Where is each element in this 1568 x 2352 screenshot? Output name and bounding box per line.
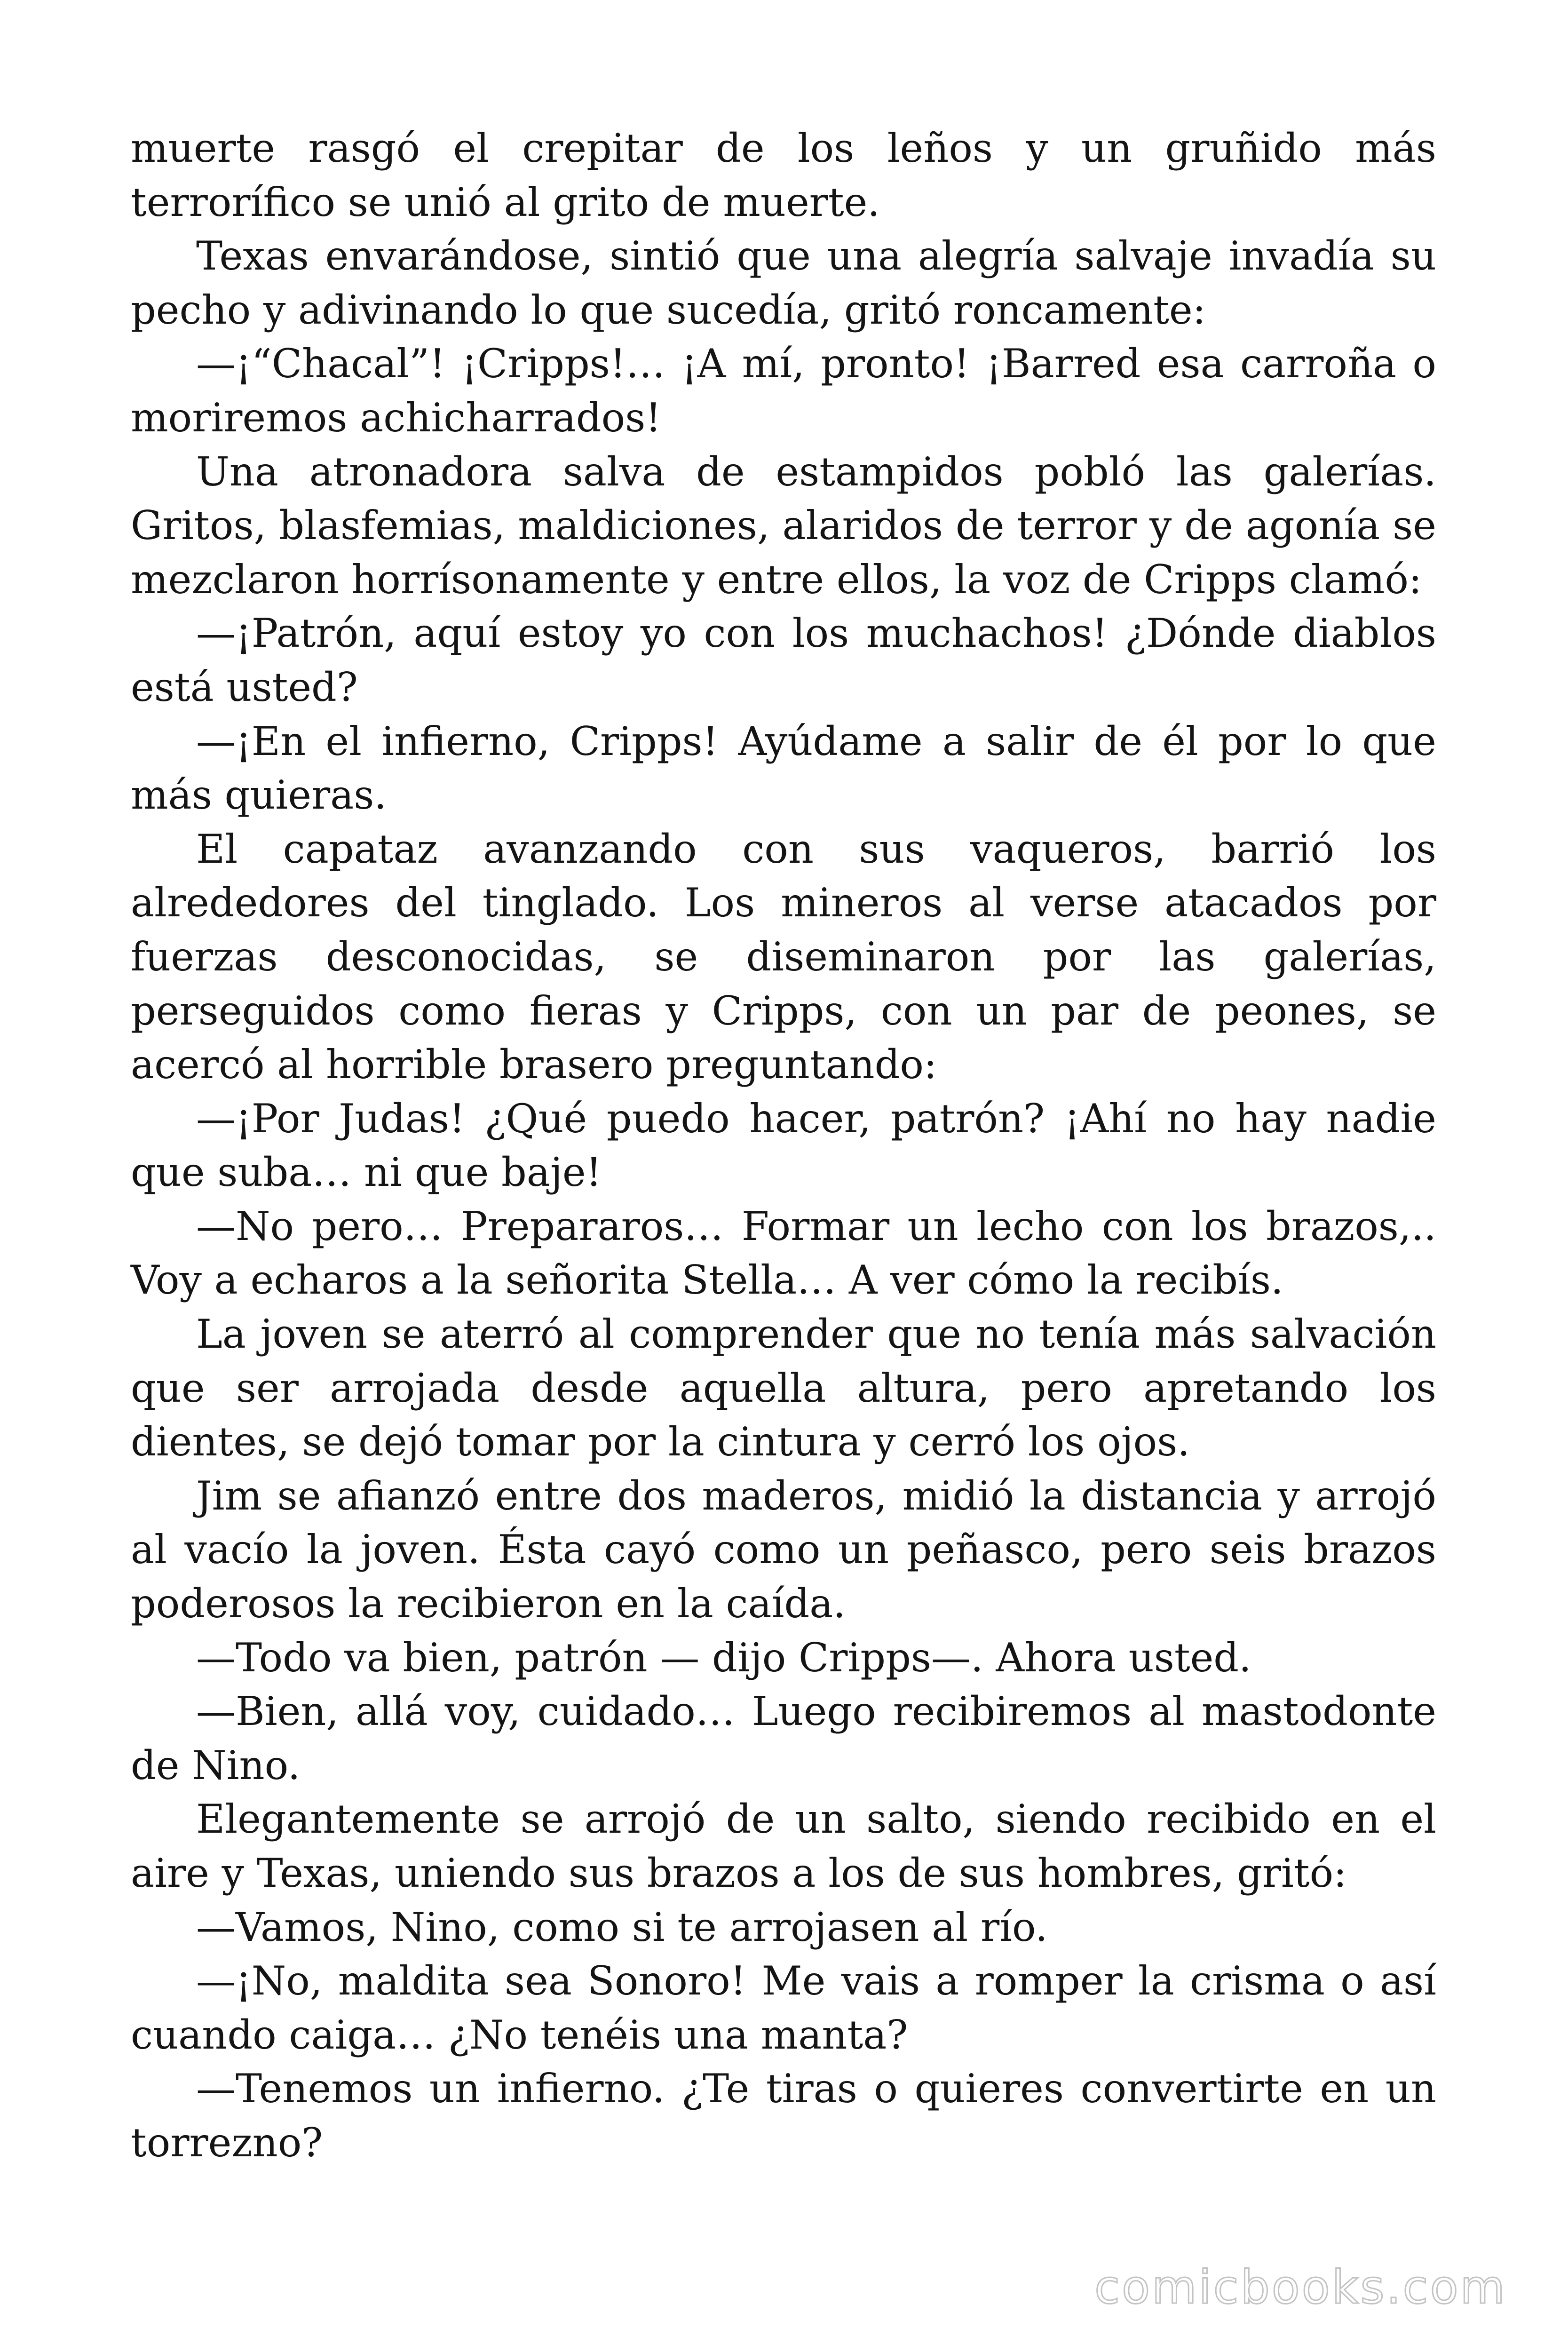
paragraph: —Todo va bien, patrón — dijo Cripps—. Ahora usted. — [196, 1634, 1251, 1681]
paragraph: —¡Por Judas! ¿Qué puedo hacer, patrón? ¡Ahí no hay nadie que suba… ni que baje! — [131, 1095, 1436, 1196]
paragraph: —Vamos, Nino, como si te arrojasen al río. — [196, 1904, 1048, 1950]
paragraph: Elegantemente se arrojó de un salto, siendo recibido en el aire y Texas, uniendo sus brazos a los de sus hombres, gritó: — [131, 1796, 1436, 1896]
paragraph: —¡“Chacal”! ¡Cripps!… ¡A mí, pronto! ¡Barred esa carroña o moriremos achicharrados! — [131, 341, 1436, 441]
watermark: comicbooks.com — [1094, 2261, 1507, 2314]
body-text — [131, 121, 1436, 2170]
paragraph: —¡En el infierno, Cripps! Ayúdame a salir de él por lo que más quieras. — [131, 718, 1436, 818]
paragraph: Jim se afianzó entre dos maderos, midió la distancia y arrojó al vacío la joven. Ésta cayó como un peñasco, pero seis brazos poderosos la recibieron en la caída. — [131, 1472, 1436, 1627]
paragraph: La joven se aterró al comprender que no tenía más salvación que ser arrojada desde aquella altura, pero apretando los dientes, se dejó tomar por la cintura y cerró los ojos. — [131, 1311, 1436, 1465]
paragraph: —Bien, allá voy, cuidado… Luego recibiremos al mastodonte de Nino. — [131, 1688, 1436, 1788]
paragraph: —Tenemos un infierno. ¿Te tiras o quieres convertirte en un torrezno? — [131, 2066, 1436, 2166]
paragraph: —¡Patrón, aquí estoy yo con los muchachos! ¿Dónde diablos está usted? — [131, 610, 1436, 710]
paragraph: —¡No, maldita sea Sonoro! Me vais a romper la crisma o así cuando caiga… ¿No tenéis una manta? — [131, 1958, 1436, 2058]
paragraph: —No pero… Prepararos… Formar un lecho con los brazos,.. Voy a echaros a la señorita Stella… A ver cómo la recibís. — [131, 1203, 1436, 1303]
paragraph: Una atronadora salva de estampidos pobló las galerías. Gritos, blasfemias, maldiciones, alaridos de terror y de agonía se mezclaron horrísonamente y entre ellos, la voz de Cripps clamó: — [131, 448, 1436, 603]
paragraph: Texas envarándose, sintió que una alegría salvaje invadía su pecho y adivinando lo que sucedía, gritó roncamente: — [131, 233, 1436, 333]
paragraph: muerte rasgó el crepitar de los leños y un gruñido más terrorífico se unió al grito de muerte. — [131, 125, 1436, 225]
paragraph: El capataz avanzando con sus vaqueros, barrió los alrededores del tinglado. Los mineros al verse atacados por fuerzas desconocidas, se diseminaron por las galerías, perseguidos como fieras y Cripps, con un par de peones, se acercó al horrible brasero preguntando: — [131, 826, 1436, 1088]
